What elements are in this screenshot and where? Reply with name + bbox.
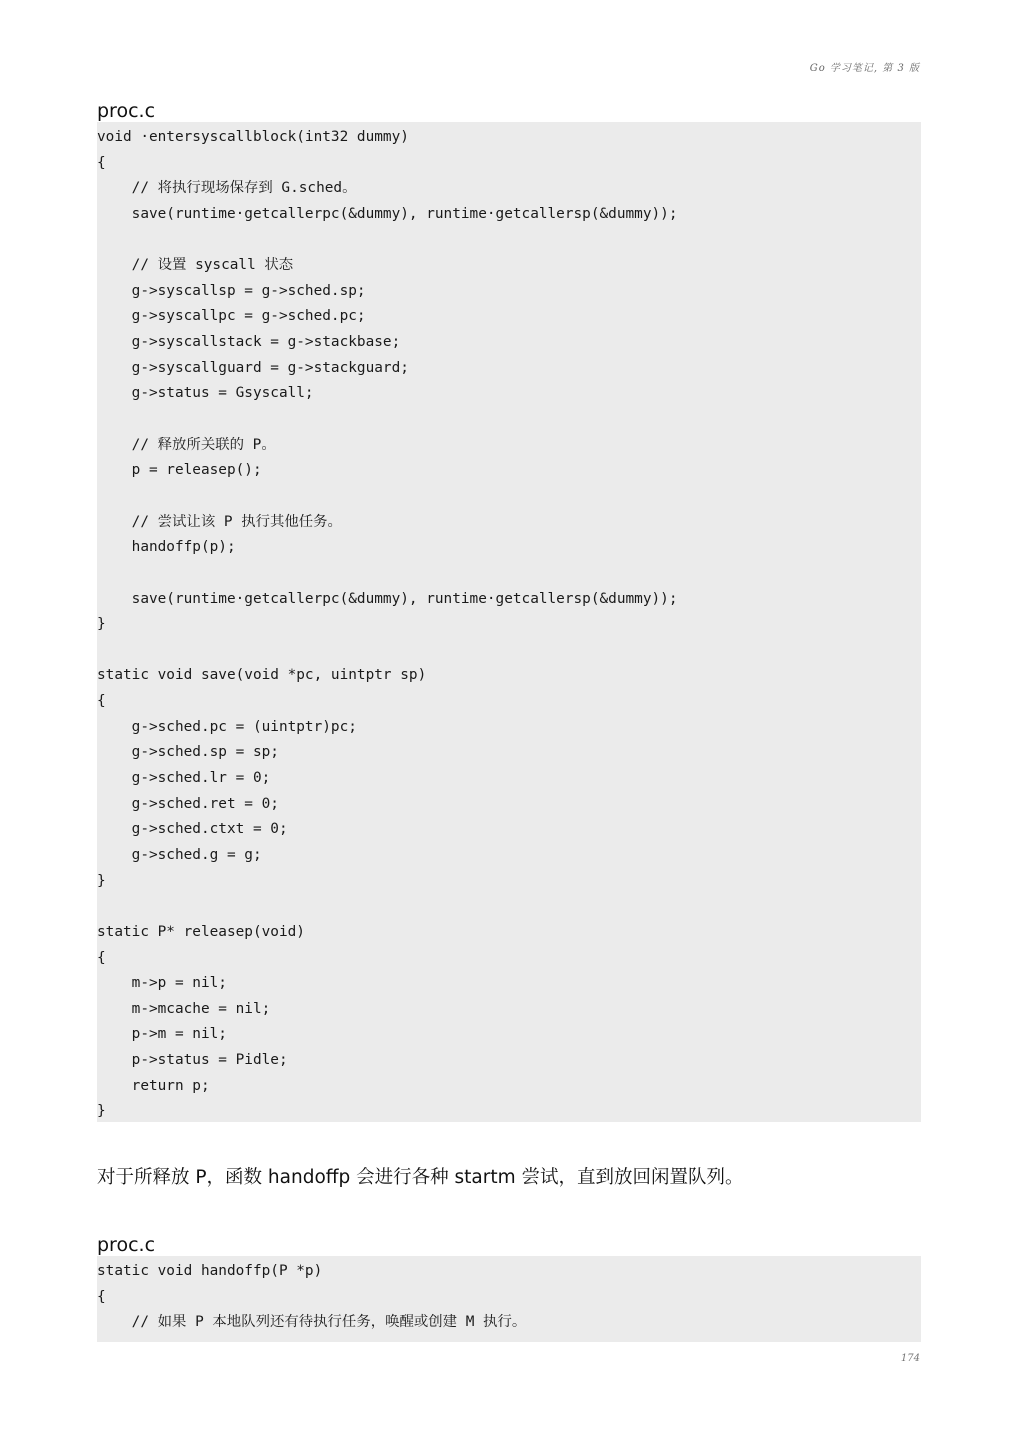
code-line: g->sched.sp = sp; <box>97 744 279 761</box>
code-line: p->m = nil; <box>97 1026 227 1043</box>
code-line: } <box>97 1103 106 1120</box>
code-line: { <box>97 693 106 710</box>
code-line: p->status = Pidle; <box>97 1052 288 1069</box>
code-line: static P* releasep(void) <box>97 923 305 940</box>
code-line <box>97 407 921 433</box>
page-number: 174 <box>900 1353 920 1364</box>
code-line: g->syscallpc = g->sched.pc; <box>97 308 366 325</box>
code-line: g->sched.ret = 0; <box>97 795 279 812</box>
code-line: g->sched.ctxt = 0; <box>97 821 288 838</box>
code-line: g->syscallsp = g->sched.sp; <box>97 282 366 299</box>
running-header: Go 学习笔记, 第 3 版 <box>809 63 920 74</box>
code-line: m->mcache = nil; <box>97 1000 271 1017</box>
code-line: return p; <box>97 1077 210 1094</box>
code-line: // 将执行现场保存到 G.sched。 <box>97 180 357 197</box>
code-line: g->sched.pc = (uintptr)pc; <box>97 718 357 735</box>
code-line <box>97 638 921 664</box>
code-block <box>97 1256 921 1342</box>
code-line: { <box>97 949 106 966</box>
code-file-label: proc.c <box>97 100 156 122</box>
code-block <box>97 122 921 1122</box>
code-line: save(runtime·getcallerpc(&dummy), runtime·getcallersp(&dummy)); <box>97 205 678 222</box>
code-line: m->p = nil; <box>97 975 227 992</box>
code-line <box>97 561 921 587</box>
code-line: g->sched.lr = 0; <box>97 770 271 787</box>
code-line: g->status = Gsyscall; <box>97 385 314 402</box>
code-line: g->syscallguard = g->stackguard; <box>97 359 409 376</box>
code-line: { <box>97 1288 106 1305</box>
code-line <box>97 484 921 510</box>
code-line <box>97 228 921 254</box>
code-line: save(runtime·getcallerpc(&dummy), runtime·getcallersp(&dummy)); <box>97 590 678 607</box>
code-line: g->syscallstack = g->stackbase; <box>97 334 401 351</box>
code-line: static void handoffp(P *p) <box>97 1263 323 1279</box>
code-line: } <box>97 872 106 889</box>
code-line: { <box>97 154 106 171</box>
code-line: void ·entersyscallblock(int32 dummy) <box>97 129 409 145</box>
code-line: } <box>97 616 106 633</box>
code-line: p = releasep(); <box>97 462 262 479</box>
code-line: // 设置 syscall 状态 <box>97 257 294 274</box>
code-line: // 如果 P 本地队列还有待执行任务，唤醒或创建 M 执行。 <box>97 1314 527 1331</box>
code-file-label: proc.c <box>97 1234 156 1256</box>
code-line <box>97 894 921 920</box>
code-line: // 尝试让该 P 执行其他任务。 <box>97 513 342 530</box>
body-paragraph: 对于所释放 P，函数 handoffp 会进行各种 startm 尝试，直到放回闲置队列。 <box>97 1167 744 1188</box>
code-line: g->sched.g = g; <box>97 846 262 863</box>
code-line: handoffp(p); <box>97 539 236 556</box>
code-line: // 释放所关联的 P。 <box>97 436 276 453</box>
code-line: static void save(void *pc, uintptr sp) <box>97 667 427 684</box>
